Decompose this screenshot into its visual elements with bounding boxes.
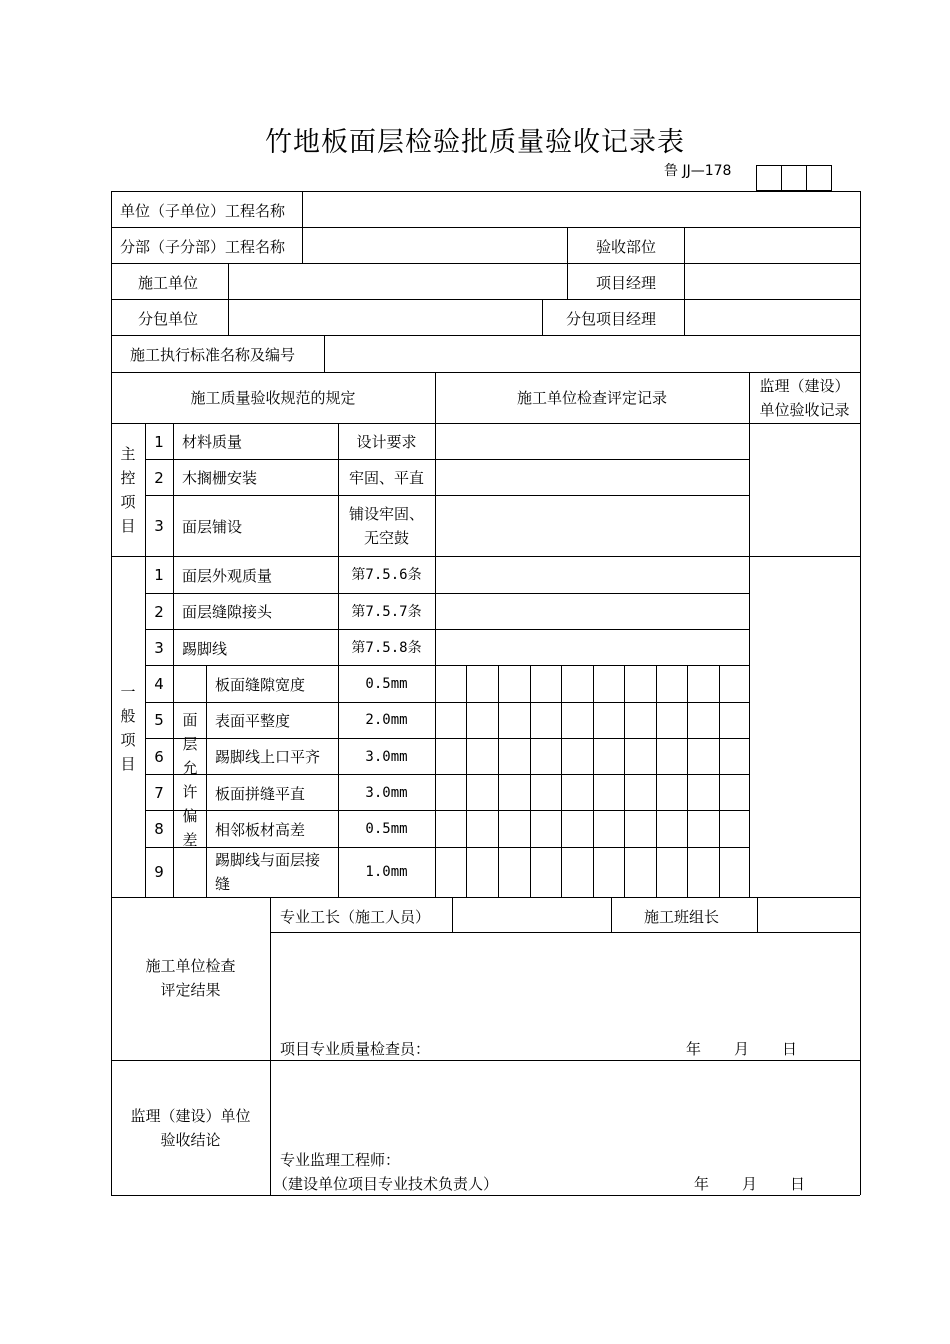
general-group-label <box>118 680 138 776</box>
grid-line <box>145 702 749 703</box>
item-number: 2 <box>154 469 164 487</box>
grid-line <box>173 666 174 897</box>
grid-line <box>542 299 543 335</box>
inspector-label: 项目专业质量检查员： <box>280 1040 431 1058</box>
subcontract-manager-input[interactable] <box>684 300 860 335</box>
year-label: 年 <box>694 1175 710 1193</box>
check-result-line2: 评定结果 <box>160 981 221 999</box>
item-name: 材料质量 <box>182 433 243 451</box>
supervision-header-line1: 监理（建设） <box>759 377 850 395</box>
code-box[interactable] <box>806 165 832 191</box>
item-tolerance: 1.0mm <box>365 864 408 880</box>
grid-line <box>656 666 657 897</box>
subcontract-unit-label: 分包单位 <box>138 310 199 328</box>
month-label: 月 <box>734 1040 750 1058</box>
item-name: 面层外观质量 <box>182 567 273 585</box>
item-name: 面层缝隙接头 <box>182 603 273 621</box>
item-name: 踢脚线上口平齐 <box>215 748 321 766</box>
grid-line <box>593 666 594 897</box>
foreman-input[interactable] <box>452 898 611 932</box>
check-result-line1: 施工单位检查 <box>145 957 236 975</box>
acceptance-part-label: 验收部位 <box>596 238 657 256</box>
grid-line <box>145 459 749 460</box>
grid-line <box>530 666 531 897</box>
item-requirement: 第7.5.7条 <box>351 603 422 620</box>
item-name: 相邻板材高差 <box>215 821 306 839</box>
item-number: 5 <box>154 711 164 729</box>
item-number: 1 <box>154 566 164 584</box>
day-label: 日 <box>782 1040 798 1058</box>
grid-line <box>860 191 861 1195</box>
group-char: 面 <box>182 711 198 729</box>
team-leader-label: 施工班组长 <box>644 908 720 926</box>
item-name-line1: 踢脚线与面层接 <box>215 851 321 869</box>
item-name: 板面拼缝平直 <box>215 785 306 803</box>
grid-line <box>206 666 207 897</box>
grid-line <box>145 738 749 739</box>
engineer-label: 专业监理工程师： <box>280 1151 401 1169</box>
group-char: 层 <box>182 735 198 753</box>
group-char: 目 <box>120 755 136 773</box>
standard-label: 施工执行标准名称及编号 <box>130 346 296 364</box>
code-box[interactable] <box>781 165 807 191</box>
sub-project-label: 分部（子分部）工程名称 <box>120 238 286 256</box>
grid-line <box>145 495 749 496</box>
group-char: 目 <box>120 517 136 535</box>
construction-unit-input[interactable] <box>228 264 566 299</box>
grid-line <box>111 423 860 424</box>
conclusion-input[interactable] <box>270 1061 860 1141</box>
project-manager-input[interactable] <box>684 264 860 299</box>
subcontract-manager-label: 分包项目经理 <box>566 310 657 328</box>
grid-line <box>687 666 688 897</box>
item-requirement: 第7.5.6条 <box>351 567 422 583</box>
item-requirement: 设计要求 <box>356 432 417 451</box>
group-char: 项 <box>120 493 136 511</box>
group-char: 差 <box>182 831 198 849</box>
item-number: 3 <box>154 517 164 535</box>
group-char: 允 <box>182 759 198 777</box>
grid-line <box>145 629 749 630</box>
item-requirement: 牢固、平直 <box>348 469 424 487</box>
item-name: 木搁栅安装 <box>182 469 258 487</box>
grid-line <box>719 666 720 897</box>
item-name: 面层铺设 <box>182 518 243 536</box>
project-manager-label: 项目经理 <box>596 274 657 292</box>
grid-line <box>435 372 436 897</box>
foreman-label: 专业工长（施工人员） <box>280 908 431 926</box>
grid-line <box>498 666 499 897</box>
grid-line <box>561 666 562 897</box>
item-name: 踢脚线 <box>182 640 228 658</box>
unit-project-label: 单位（子单位）工程名称 <box>120 202 286 220</box>
requirement-line2: 无空鼓 <box>363 529 409 547</box>
supervision-column-header <box>749 373 860 423</box>
item-requirement <box>338 496 435 556</box>
item-name: 表面平整度 <box>215 712 291 730</box>
group-char: 项 <box>120 731 136 749</box>
team-leader-input[interactable] <box>757 898 860 932</box>
item-number: 8 <box>154 820 164 838</box>
supervision-header-line2: 单位验收记录 <box>759 401 850 419</box>
item-number: 1 <box>154 432 164 451</box>
check-result-label <box>111 952 270 1004</box>
grid-line <box>111 556 860 557</box>
conclusion-line2: 验收结论 <box>160 1131 221 1149</box>
grid-line <box>567 227 568 299</box>
code-box[interactable] <box>756 165 782 191</box>
item-number: 4 <box>154 675 164 693</box>
grid-line <box>611 897 612 932</box>
year-label: 年 <box>686 1040 702 1058</box>
construction-unit-label: 施工单位 <box>138 274 199 292</box>
grid-line <box>145 774 749 775</box>
item-name-line2: 缝 <box>215 875 231 893</box>
item-tolerance: 0.5mm <box>365 821 408 837</box>
record-column-header: 施工单位检查评定记录 <box>516 389 667 407</box>
subcontract-unit-input[interactable] <box>228 300 541 335</box>
item-number: 9 <box>154 863 164 881</box>
unit-project-input[interactable] <box>302 192 860 227</box>
conclusion-line1: 监理（建设）单位 <box>130 1107 251 1125</box>
code-boxes[interactable] <box>756 165 832 191</box>
grid-line <box>749 372 750 897</box>
sub-project-input[interactable] <box>302 228 566 263</box>
requirement-line1: 铺设牢固、 <box>348 505 424 523</box>
grid-line <box>466 666 467 897</box>
grid-line <box>145 593 749 594</box>
grid-line <box>111 191 112 1195</box>
item-tolerance: 2.0mm <box>365 712 408 728</box>
conclusion-label <box>111 1102 270 1154</box>
group-char: 般 <box>120 707 136 725</box>
group-char: 许 <box>182 783 198 801</box>
group-char: 偏 <box>182 807 198 825</box>
item-name <box>215 848 320 896</box>
spec-column-header: 施工质量验收规范的规定 <box>190 389 356 407</box>
group-char: 控 <box>120 469 136 487</box>
grid-line <box>145 810 749 811</box>
check-result-input[interactable] <box>270 933 860 1033</box>
owner-label: （建设单位项目专业技术负责人） <box>273 1175 499 1193</box>
item-number: 7 <box>154 784 164 802</box>
group-char: 一 <box>120 683 136 701</box>
item-number: 3 <box>154 639 164 657</box>
grid-line <box>145 665 749 666</box>
standard-input[interactable] <box>324 336 860 372</box>
item-number: 6 <box>154 747 164 766</box>
item-name: 板面缝隙宽度 <box>215 676 306 694</box>
page-title: 竹地板面层检验批质量验收记录表 <box>265 127 685 158</box>
item-tolerance: 0.5mm <box>365 676 408 692</box>
acceptance-part-input[interactable] <box>684 228 860 263</box>
item-tolerance: 3.0mm <box>365 785 408 801</box>
day-label: 日 <box>790 1175 806 1193</box>
deviation-group-label <box>180 708 200 852</box>
month-label: 月 <box>742 1175 758 1193</box>
item-number: 2 <box>154 602 164 621</box>
grid-line <box>111 1195 860 1196</box>
form-code: 鲁 JJ—178 <box>664 163 732 179</box>
group-char: 主 <box>120 445 136 463</box>
item-tolerance: 3.0mm <box>365 748 408 765</box>
main-control-group-label <box>118 442 138 538</box>
item-requirement: 第7.5.8条 <box>351 640 422 656</box>
grid-line <box>624 666 625 897</box>
